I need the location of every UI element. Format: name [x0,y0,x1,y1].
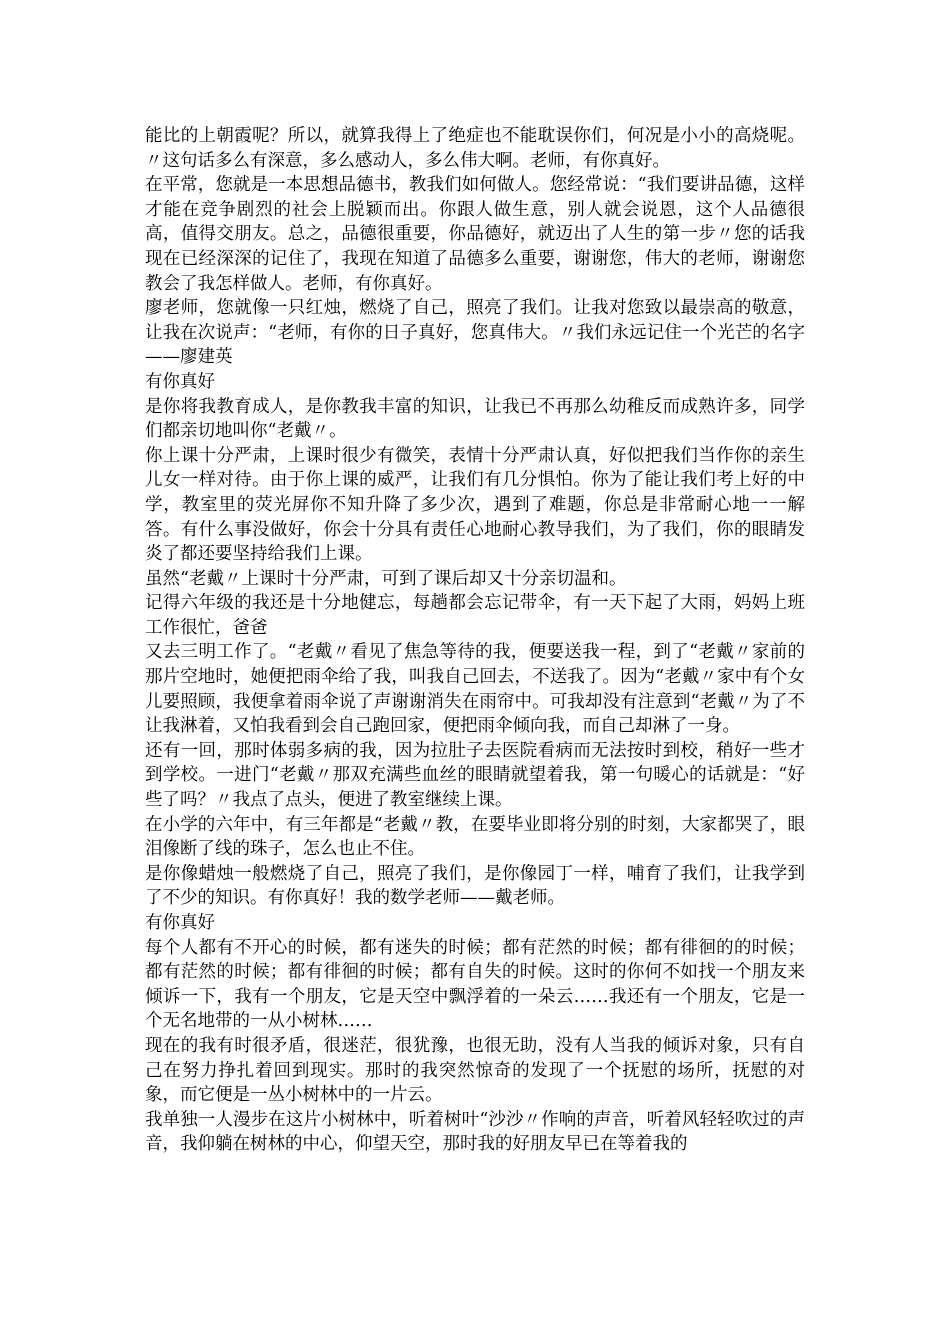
paragraph-moral-book: 在平常，您就是一本思想品德书，教我们如何做人。您经常说：“我们要讲品德，这样才能在竞争剧烈的社会上脱颖而出。你跟人做生意，别人就会说恩，这个人品德很高，值得交朋友。总之，品德很重要，你品德好，就迈出了人生的第一步〃您的话我现在已经深深的记住了，我现在知道了品德多么重要，谢谢您，伟大的老师，谢谢您教会了我怎样做人。老师，有你真好。 [145,175,805,294]
paragraph-sick-day: 还有一回，那时体弱多病的我，因为拉肚子去医院看病而无法按时到校，稍好一些才到学校。一进门“老戴〃那双充满些血丝的眼睛就望着我，第一句暖心的话就是：“好些了吗？〃我点了点头，便进了教室继续上课。 [145,740,805,811]
paragraph-candle-gardener: 是你像蜡烛一般燃烧了自己，照亮了我们，是你像园丁一样，哺育了我们，让我学到了不少的知识。有你真好！我的数学老师——戴老师。 [145,863,805,909]
section-heading-2: 有你真好 [145,913,215,933]
paragraph-red-candle: 廖老师，您就像一只红烛，燃烧了自己，照亮了我们。让我对您致以最崇高的敬意，让我在次说声：“老师，有你的日子真好，您真伟大。〃我们永远记住一个光芒的名字——廖建英 [145,298,805,368]
document-body [145,124,805,1157]
section-heading-1: 有你真好 [145,371,215,392]
paragraph-after-class: 虽然“老戴〃上课时十分严肃，可到了课后却又十分亲切温和。 [145,568,627,589]
paragraph-lao-dai: 是你将我教育成人，是你教我丰富的知识，让我已不再那么幼稚反而成熟许多，同学们都亲切地叫你“老戴〃。 [145,396,805,442]
paragraph-graduation: 在小学的六年中，有三年都是“老戴〃教，在要毕业即将分别的时刻，大家都哭了，眼泪像断了线的珠子，怎么也止不住。 [145,814,805,860]
paragraph-strict-class: 你上课十分严肃，上课时很少有微笑，表情十分严肃认真，好似把我们当作你的亲生儿女一样对待。由于你上课的威严，让我们有几分惧怕。你为了能让我们考上好的中学，教室里的荧光屏你不知升降了多少次，遇到了难题，你总是非常耐心地一一解答。有什么事没做好，你会十分具有责任心地耐心教导我们，为了我们，你的眼睛发炎了都还要坚持给我们上课。 [145,445,805,565]
paragraph-confusion: 现在的我有时很矛盾，很迷茫，很犹豫，也很无助，没有人当我的倾诉对象，只有自己在努力挣扎着回到现实。那时的我突然惊奇的发现了一个抚慰的场所，抚慰的对象，而它便是一丛小树林中的一片云。 [145,1035,805,1106]
paragraph-rainy-day: 记得六年级的我还是十分地健忘，每趟都会忘记带伞，有一天下起了大雨，妈妈上班工作很忙，爸爸 [145,593,805,638]
paragraph-friends: 每个人都有不开心的时候，都有迷失的时候；都有茫然的时候；都有徘徊的的时候；都有茫然的时候；都有徘徊的时候；都有自失的时候。这时的你何不如找一个朋友来倾诉一下，我有一个朋友，它是天空中飘浮着的一朵云……我还有一个朋友，它是一个无名地带的一从小树林…… [145,937,805,1032]
paragraph-woods-walk: 我单独一人漫步在这片小树林中，听着树叶“沙沙〃作响的声音，听着风轻轻吹过的声音，我仰躺在树林的中心，仰望天空，那时我的好朋友早已在等着我的 [145,1109,805,1155]
paragraph-morning-glow: 能比的上朝霞呢？所以，就算我得上了绝症也不能耽误你们，何况是小小的高烧呢。〃这句话多么有深意，多么感动人，多么伟大啊。老师，有你真好。 [145,126,805,171]
paragraph-umbrella: 又去三明工作了。“老戴〃看见了焦急等待的我，便要送我一程，到了“老戴〃家前的那片空地时，她便把雨伞给了我，叫我自己回去，不送我了。因为“老戴〃家中有个女儿要照顾，我便拿着雨伞说了声谢谢消失在雨帘中。可我却没有注意到“老戴〃为了不让我淋着，又怕我看到会自己跑回家，便把雨伞倾向我，而自己却淋了一身。 [145,642,805,737]
